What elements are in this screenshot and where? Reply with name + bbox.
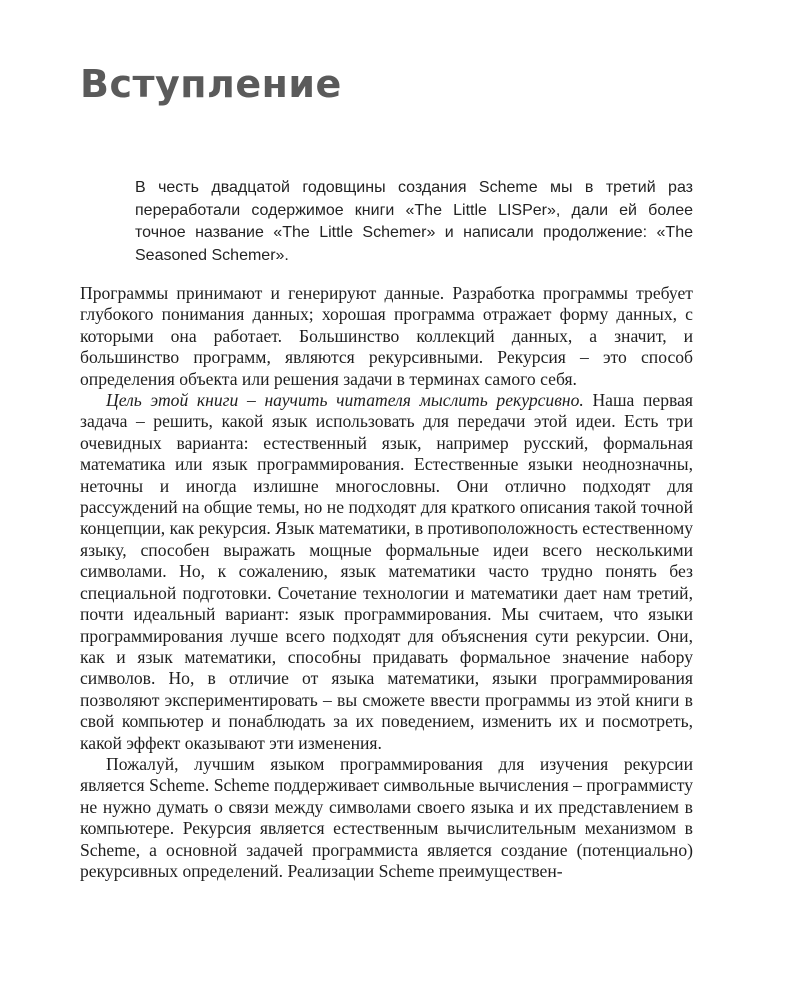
paragraph-2: [80, 390, 693, 754]
paragraph-3: Пожалуй, лучшим языком программирования для изучения рекурсии является Scheme. Scheme поддерживает символьные вычисления – программисту не нужно думать о связи между символами своего языка и их представлением в компьютере. Рекурсия является естественным вычислительным механизмом в Scheme, а основной задачей программиста является создание (потенциально) рекурсивных определений. Реализации Scheme преимуществен-: [80, 753, 693, 881]
body-text: [80, 283, 693, 882]
epigraph: В честь двадцатой годовщины создания Scheme мы в третий раз переработали содержимое книги «The Little LISPer», дали ей более точное название «The Little Schemer» и написали продолжение: «The Seasoned Schemer».: [135, 179, 693, 264]
paragraph-2-emphasis: Цель этой книги – научить читателя мыслить рекурсивно.: [106, 390, 584, 411]
paragraph-1: Программы принимают и генерируют данные. Разработка программы требует глубокого понимания данных; хорошая программа отражает форму данных, с которыми она работает. Большинство коллекций данных, а значит, и большинство программ, являются рекурсивными. Рекурсия – это способ определения объекта или решения задачи в терминах самого себя.: [80, 283, 693, 389]
chapter-title: Вступление: [80, 62, 342, 106]
paragraph-2-text: Наша первая задача – решить, какой язык использовать для передачи этой идеи. Есть три очевидных варианта: естественный язык, например русский, формальная математика или язык программирования. Естественные языки неоднозначны, неточны и иногда излишне многословны. Они отлично подходят для рассуждений на общие темы, но не подходят для краткого описания такой точной концепции, как рекурсия. Язык математики, в противоположность естественному языку, способен выражать мощные формальные идеи всего несколькими символами. Но, к сожалению, язык математики часто трудно понять без специальной подготовки. Сочетание технологии и математики дает нам третий, почти идеальный вариант: язык программирования. Мы считаем, что языки программирования лучше всего подходят для объяснения сути рекурсии. Они, как и язык математики, способны придавать формальное значение набору символов. Но, в отличие от языка математики, языки программирования позволяют экспериментировать – вы сможете ввести программы из этой книги в свой компьютер и понаблюдать за их поведением, изменить их и посмотреть, какой эффект оказывают эти изменения.: [80, 390, 693, 753]
